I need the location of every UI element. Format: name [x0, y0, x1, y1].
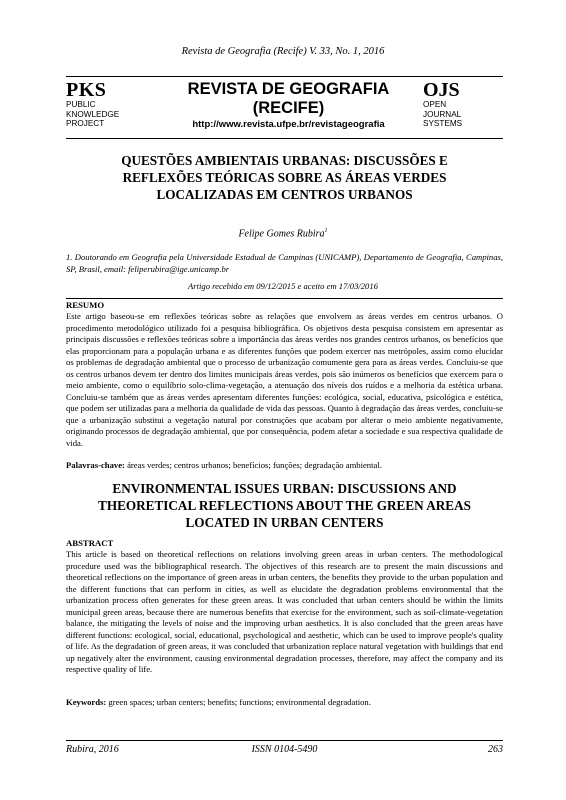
footer-author-year: Rubira, 2016	[66, 744, 119, 755]
masthead-top-rule	[66, 76, 503, 77]
resumo-rule	[66, 298, 503, 299]
title-en-line: THEORETICAL REFLECTIONS ABOUT THE GREEN AREAS	[98, 498, 471, 513]
pks-abbr: PKS	[66, 79, 107, 101]
masthead-bottom-rule	[66, 138, 503, 139]
author-name: Felipe Gomes Rubira	[238, 228, 325, 240]
author-affiliation: 1. Doutorando em Geografia pela Universidade Estadual de Campinas (UNICAMP), Departamento de Geografia, Campinas, SP, Brasil, email: feliperubira@ige.unicamp.br	[66, 252, 503, 274]
article-title-pt	[66, 152, 503, 203]
keywords-text: green spaces; urban centers; benefits; functions; environmental degradation.	[106, 697, 371, 707]
pks-line3: PROJECT	[66, 119, 105, 128]
ojs-line1: OPEN	[423, 100, 447, 109]
keywords-label: Keywords:	[66, 697, 107, 707]
pks-logo	[66, 80, 161, 129]
ojs-line3: SYSTEMS	[423, 119, 463, 128]
pks-line2: KNOWLEDGE	[66, 109, 120, 119]
journal-reference: Revista de Geografia (Recife) V. 33, No. 1, 2016	[181, 46, 385, 57]
ojs-logo	[423, 80, 503, 129]
title-pt-line: LOCALIZADAS EM CENTROS URBANOS	[156, 187, 413, 202]
footer-issn: ISSN 0104-5490	[251, 744, 318, 755]
palavras-chave	[66, 460, 503, 470]
journal-title-line1: REVISTA DE GEOGRAFIA	[187, 80, 390, 98]
ojs-abbr: OJS	[423, 79, 460, 101]
author-line	[0, 228, 566, 239]
palavras-chave-label: Palavras-chave:	[66, 460, 125, 470]
footer-rule	[66, 740, 503, 741]
author-footnote-mark: 1	[324, 228, 328, 234]
journal-title-line2: (RECIFE)	[252, 99, 325, 117]
title-en-line: ENVIRONMENTAL ISSUES URBAN: DISCUSSIONS AND	[112, 481, 457, 496]
title-en-line: LOCATED IN URBAN CENTERS	[185, 515, 384, 530]
title-pt-line: REFLEXÕES TEÓRICAS SOBRE AS ÁREAS VERDES	[122, 170, 447, 185]
keywords	[66, 697, 503, 707]
ojs-line2: JOURNAL	[423, 109, 462, 119]
journal-url[interactable]: http://www.revista.ufpe.br/revistageografia	[192, 119, 385, 130]
abstract-text: This article is based on theoretical reflections on relations involving green areas in urban centers. The methodological procedure used was the bibliographical research. The objectives of this research are to present the main discussions and theoretical reflections on the importance of green areas in urban centers, the benefits they provide to the urban population and the different functions that can perform in cities, as well as elucidate the degradation problems environmental that the urbanization process often generates for these green areas. It was concluded that urban centers should be within the limits municipal green areas, because there are numerous benefits that exercise for the environment, such as soil-climate-vegetation balance, the mitigating the levels of noise and the improving urban aesthetics. It is also concluded that the green areas have different functions: ecological, social, educational, psychological and aesthetic, which can be used to improve people's quality of life. As the degradation of green areas, it was concluded that urbanization replace natural vegetation with buildings that end up negatively alter the environment, causing environmental degradation processes, therefore, may affect the company and its respective quality of life.	[66, 549, 503, 674]
pks-line1: PUBLIC	[66, 100, 96, 109]
resumo-text: Este artigo baseou-se em reflexões teóricas sobre as relações que envolvem as áreas verdes em centros urbanos. O procedimento metodológico utilizado foi a pesquisa bibliográfica. Os objetivos desta pesquisa consistem em apresentar as principais discussões e reflexões teóricas sobre a importância das áreas verdes nos grandes centros urbanos, os benefícios que elas proporcionam para a população urbana e as diferentes funções que podem exercer nas metrópoles, assim como elucidar os problemas de degradação ambiental que o processo de urbanização comumente gera para as áreas verdes. Concluiu-se que os centros urbanos devem ter dentro dos limites municipais áreas verdes, pois são inúmeros os benefícios que exercem para o meio ambiente, como o equilíbrio solo-clima-vegetação, a atenuação dos níveis dos ruídos e a melhoria da estética urbana. Concluiu-se também que as áreas verdes apresentam diferentes funções: ecológica, social, educativa, psicológica e estética, que podem ser utilizadas para a melhoria da qualidade de vida das pessoas. Quanto à degradação das áreas verdes, concluiu-se que a urbanização substitui a vegetação natural por construções que acabam por alterar o meio ambiente negativamente, originando processos de degradação ambiental, que por consequência, podem afetar a sociedade e sua respectiva qualidade de vida.	[66, 311, 503, 449]
resumo-heading: RESUMO	[66, 300, 105, 310]
journal-title-block	[166, 80, 411, 132]
title-pt-line: QUESTÕES AMBIENTAIS URBANAS: DISCUSSÕES E	[121, 153, 448, 168]
article-title-en	[66, 480, 503, 531]
received-accepted-dates: Artigo recebido em 09/12/2015 e aceito em 17/03/2016	[188, 281, 378, 291]
palavras-chave-text: áreas verdes; centros urbanos; benefícios; funções; degradação ambiental.	[124, 460, 382, 470]
page-number: 263	[488, 744, 503, 755]
abstract-heading: ABSTRACT	[66, 538, 114, 548]
journal-masthead	[66, 80, 503, 136]
